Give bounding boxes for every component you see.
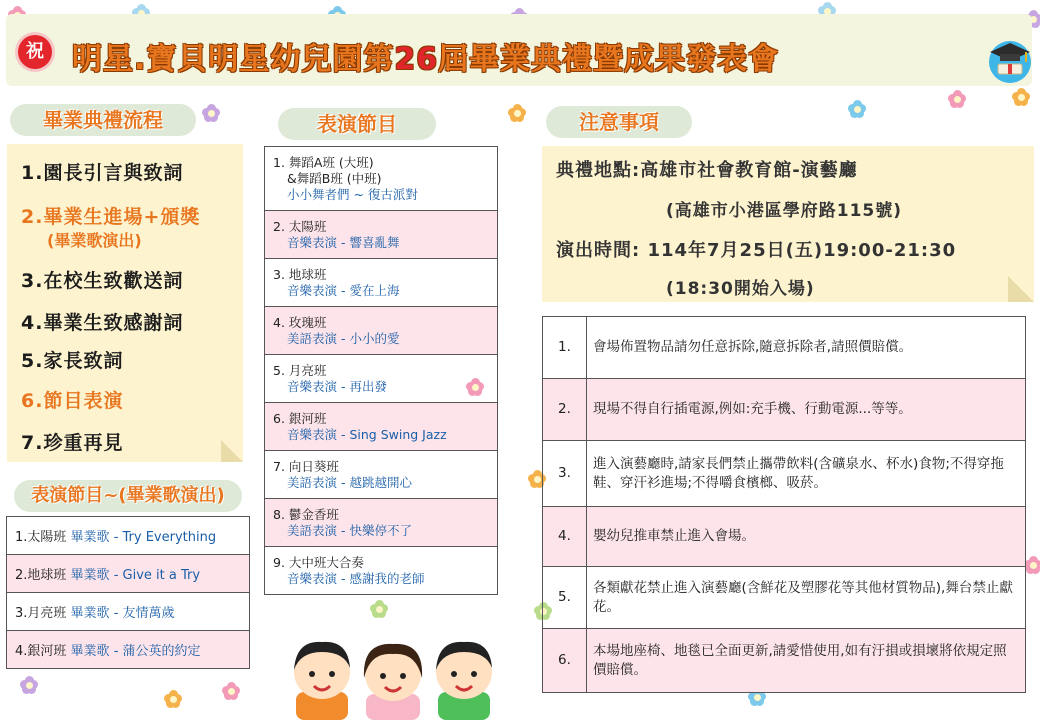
song-cell [7, 555, 250, 593]
performance-class: 9. 大中班大合奏 [273, 554, 364, 570]
graduation-cap-icon [986, 36, 1034, 84]
address-line: (高雄市小港區學府路115號) [666, 201, 903, 221]
performance-cell [265, 211, 498, 259]
notice-box [542, 146, 1034, 302]
flower-icon [222, 682, 240, 700]
page-title [72, 34, 992, 78]
rule-number: 4. [543, 507, 587, 567]
song-title: - 友情萬歲 [109, 606, 175, 621]
class-name: 3.月亮班 [15, 606, 67, 621]
title-part1: 明星.寶貝明星幼兒園第 [72, 42, 395, 77]
performance-class: 5. 月亮班 [273, 362, 327, 378]
performance-class: 6. 銀河班 [273, 410, 327, 426]
performance-class: 8. 鬱金香班 [273, 506, 339, 522]
performance-heading: 表演節目 [278, 108, 436, 140]
flower-icon [508, 104, 526, 122]
performance-desc: 音樂表演 - 響喜亂舞 [287, 234, 400, 250]
class-name: 2.地球班 [15, 568, 67, 583]
class-name: 1.太陽班 [15, 530, 67, 545]
rule-number: 5. [543, 567, 587, 629]
rule-text: 現場不得自行插電源,例如:充手機、行動電源...等等。 [587, 379, 1026, 441]
song-cell [7, 517, 250, 555]
rule-number: 3. [543, 441, 587, 507]
performance-desc: 美語表演 - 小小的愛 [287, 330, 400, 346]
table-row [265, 147, 498, 211]
table-row [543, 567, 1026, 629]
performance-cell [265, 499, 498, 547]
ceremony-program [7, 144, 243, 462]
flower-icon [370, 600, 388, 618]
performance-cell [265, 259, 498, 307]
performance-cell [265, 403, 498, 451]
table-row [265, 547, 498, 595]
class-name: 4.銀河班 [15, 644, 67, 659]
flower-icon [948, 90, 966, 108]
performance-cell [265, 355, 498, 403]
rule-number: 1. [543, 317, 587, 379]
performance-desc: 美語表演 - 越跳越開心 [287, 474, 412, 490]
table-row [543, 317, 1026, 379]
celebrate-badge: 祝 [18, 35, 52, 69]
song-tag: 畢業歌 [70, 644, 110, 659]
program-item: 3.在校生致歡送詞 [21, 270, 184, 292]
program-item: 7.珍重再見 [21, 432, 124, 454]
flower-icon [20, 676, 38, 694]
table-row [7, 593, 250, 631]
title-part2: 屆畢業典禮暨成果發表會 [438, 42, 780, 77]
program-item: 1.園長引言與致詞 [21, 162, 184, 184]
title-banner [6, 14, 1032, 86]
performance-class: 2. 太陽班 [273, 218, 327, 234]
performance-desc: 音樂表演 - 感謝我的老師 [287, 570, 425, 586]
rule-text: 本場地座椅、地毯已全面更新,請愛惜使用,如有汙損或損壞將依規定照價賠償。 [587, 629, 1026, 693]
table-row [265, 211, 498, 259]
title-number: 26 [394, 42, 439, 77]
songs-heading: 表演節目~(畢業歌演出) [14, 480, 242, 512]
performance-cell [265, 307, 498, 355]
flower-icon [848, 100, 866, 118]
flower-icon [1024, 556, 1040, 574]
program-item-sub: (畢業歌演出) [47, 231, 142, 250]
table-row [265, 355, 498, 403]
flower-icon [202, 104, 220, 122]
page-fold [221, 440, 243, 462]
rule-text: 進入演藝廳時,請家長們禁止攜帶飲料(含礦泉水、杯水)食物;不得穿拖鞋、穿汗衫進場;不得嚼食檳榔、吸菸。 [587, 441, 1026, 507]
table-row [265, 307, 498, 355]
flower-icon [164, 690, 182, 708]
table-row [7, 631, 250, 669]
performance-class: 3. 地球班 [273, 266, 327, 282]
program-heading: 畢業典禮流程 [10, 104, 196, 136]
children-illustration-icon [288, 622, 498, 720]
rules-table [542, 316, 1026, 693]
table-row [265, 451, 498, 499]
entry-line: (18:30開始入場) [666, 279, 815, 299]
table-row [543, 441, 1026, 507]
performance-class: 7. 向日葵班 [273, 458, 339, 474]
table-row [543, 507, 1026, 567]
song-title: - Give it a Try [109, 568, 201, 583]
performance-desc: 音樂表演 - 再出發 [287, 378, 387, 394]
performance-desc: 美語表演 - 快樂停不了 [287, 522, 412, 538]
rule-text: 嬰幼兒推車禁止進入會場。 [587, 507, 1026, 567]
page-fold [1008, 276, 1034, 302]
table-row [265, 403, 498, 451]
performance-class-2: &舞蹈B班 (中班) [287, 170, 382, 186]
program-item: 5.家長致詞 [21, 350, 124, 372]
performance-desc: 小小舞者們 ~ 復古派對 [287, 186, 418, 202]
program-item: 6.節目表演 [21, 390, 124, 412]
songs-table [6, 516, 250, 669]
song-cell [7, 631, 250, 669]
rule-number: 2. [543, 379, 587, 441]
program-item: 2.畢業生進場+頒獎 [21, 206, 201, 228]
song-title: - Try Everything [109, 530, 217, 545]
table-row [543, 629, 1026, 693]
performance-cell [265, 547, 498, 595]
table-row [265, 499, 498, 547]
time-line: 演出時間: 114年7月25日(五)19:00-21:30 [556, 240, 957, 261]
song-cell [7, 593, 250, 631]
rule-text: 會場佈置物品請勿任意拆除,隨意拆除者,請照價賠償。 [587, 317, 1026, 379]
song-title: - 蒲公英的約定 [109, 644, 201, 659]
performance-desc: 音樂表演 - Sing Swing Jazz [287, 426, 447, 442]
program-item: 4.畢業生致感謝詞 [21, 312, 184, 334]
performance-cell [265, 451, 498, 499]
table-row [265, 259, 498, 307]
performance-table [264, 146, 498, 595]
performance-desc: 音樂表演 - 愛在上海 [287, 282, 400, 298]
notice-heading: 注意事項 [546, 106, 692, 138]
table-row [7, 555, 250, 593]
rule-number: 6. [543, 629, 587, 693]
performance-class: 4. 玫瑰班 [273, 314, 327, 330]
flower-icon [1012, 88, 1030, 106]
table-row [543, 379, 1026, 441]
song-tag: 畢業歌 [70, 606, 110, 621]
song-tag: 畢業歌 [70, 530, 110, 545]
performance-cell [265, 147, 498, 211]
song-tag: 畢業歌 [70, 568, 110, 583]
performance-class: 1. 舞蹈A班 (大班) [273, 154, 374, 170]
venue-line: 典禮地點:高雄市社會教育館-演藝廳 [556, 160, 858, 181]
rule-text: 各類獻花禁止進入演藝廳(含鮮花及塑膠花等其他材質物品),舞台禁止獻花。 [587, 567, 1026, 629]
table-row [7, 517, 250, 555]
